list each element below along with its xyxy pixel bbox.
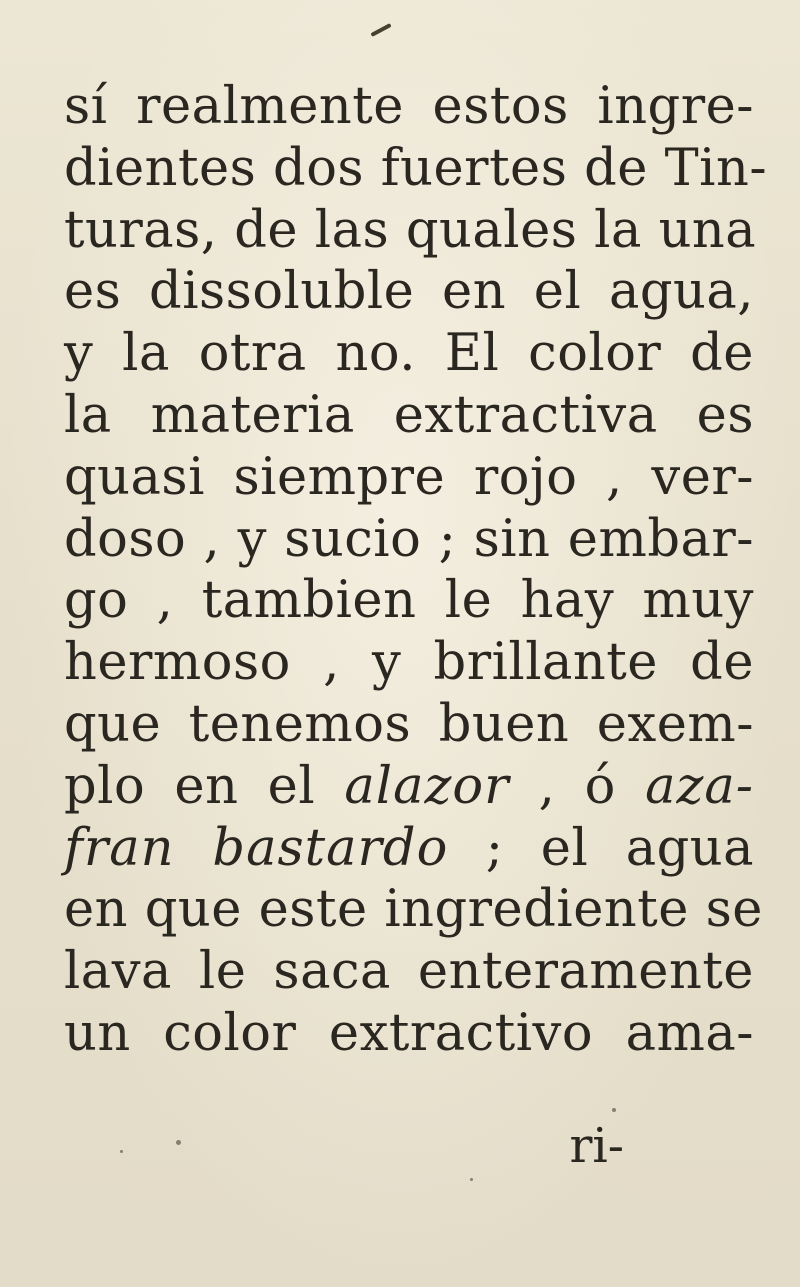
text-line: hermoso , y brillante de xyxy=(64,633,754,693)
text-fragment: ; el agua xyxy=(448,818,754,878)
text-line: es dissoluble en el agua, xyxy=(64,262,754,322)
paper-speck xyxy=(176,1140,181,1145)
text-line: dientes dos fuertes de Tin- xyxy=(64,138,768,198)
text-line: go , tambien le hay muy xyxy=(64,571,754,631)
text-fragment: , ó xyxy=(509,756,646,816)
catchword: ri- xyxy=(569,1118,624,1174)
paper-speck xyxy=(470,1178,473,1181)
text-line: sí realmente estos ingre- xyxy=(64,77,754,136)
text-line: quasi siempre rojo , ver- xyxy=(64,447,754,507)
text-line: lava le saca enteramente xyxy=(64,942,754,1002)
text-line: doso , y sucio ; sin embar- xyxy=(64,509,754,569)
text-fragment: plo en el xyxy=(64,756,345,816)
italic-term: fran bastardo xyxy=(64,818,449,878)
text-line: en que este ingrediente se xyxy=(64,880,763,940)
text-line: la materia extractiva es xyxy=(64,385,754,445)
italic-term: alazor xyxy=(344,756,510,816)
italic-term: aza- xyxy=(645,756,754,816)
text-line: que tenemos buen exem- xyxy=(64,694,754,754)
page-body-text xyxy=(64,76,768,1065)
paper-speck xyxy=(120,1150,123,1153)
paper-speck xyxy=(612,1108,616,1112)
text-line: un color extractivo ama- xyxy=(64,1003,754,1063)
text-line-with-italic xyxy=(64,818,754,880)
ink-mark xyxy=(370,23,391,37)
text-line: y la otra no. El color de xyxy=(64,324,754,384)
text-line: turas, de las quales la una xyxy=(64,200,757,260)
text-line-with-italic xyxy=(64,756,754,818)
